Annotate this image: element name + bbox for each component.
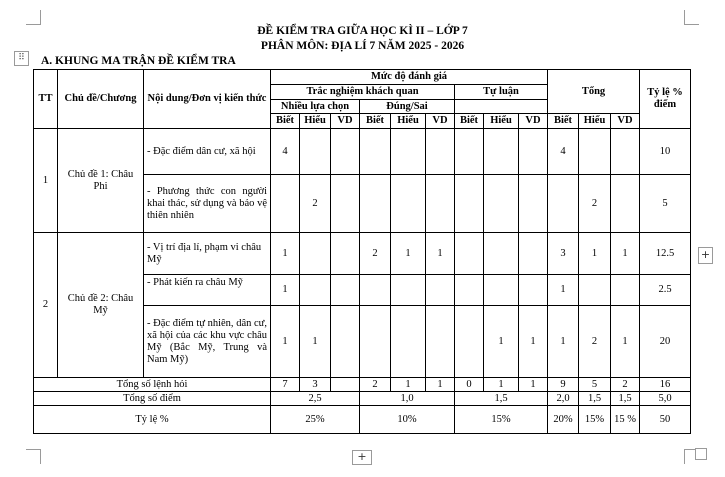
value-cell: 16 [640, 378, 691, 392]
value-cell: 25% [271, 406, 360, 434]
total-points-row [34, 392, 691, 406]
value-cell [455, 233, 484, 275]
value-cell: 50 [640, 406, 691, 434]
value-cell [455, 275, 484, 306]
add-row-button[interactable]: + [352, 450, 372, 465]
section-heading: A. KHUNG MA TRẬN ĐỀ KIỂM TRA [41, 55, 236, 67]
value-cell [548, 175, 579, 233]
value-cell: 20 [640, 306, 691, 378]
value-cell [331, 233, 360, 275]
value-cell [360, 275, 391, 306]
value-cell [484, 175, 519, 233]
value-cell: 1 [271, 233, 300, 275]
value-cell: 2 [300, 175, 331, 233]
value-cell: 2,5 [271, 392, 360, 406]
value-cell: 1 [611, 306, 640, 378]
exam-subtitle: PHÂN MÔN: ĐỊA LÍ 7 NĂM 2025 - 2026 [260, 40, 465, 52]
header-vd: VD [331, 114, 360, 129]
value-cell: 3 [300, 378, 331, 392]
header-hieu: Hiểu [391, 114, 426, 129]
value-cell: 3 [548, 233, 579, 275]
value-cell: 2 [360, 378, 391, 392]
value-cell [579, 275, 611, 306]
value-cell [484, 275, 519, 306]
value-cell: 2 [579, 306, 611, 378]
value-cell: 1 [611, 233, 640, 275]
header-level: Mức độ đánh giá [271, 70, 548, 85]
value-cell: 1 [484, 306, 519, 378]
header-tf: Đúng/Sai [360, 100, 455, 114]
value-cell: 1,5 [611, 392, 640, 406]
value-cell [484, 129, 519, 175]
value-cell: 1 [579, 233, 611, 275]
value-cell: 9 [548, 378, 579, 392]
value-cell: 20% [548, 406, 579, 434]
value-cell [391, 275, 426, 306]
percent-row [34, 406, 691, 434]
value-cell [331, 306, 360, 378]
value-cell [391, 175, 426, 233]
table-move-handle-icon[interactable]: ⠿ [14, 51, 29, 66]
value-cell: 1 [426, 233, 455, 275]
value-cell [331, 378, 360, 392]
value-cell: 1,5 [455, 392, 548, 406]
value-cell [519, 275, 548, 306]
total-commands-row [34, 378, 691, 392]
value-cell [271, 175, 300, 233]
content-cell: - Đặc điểm tự nhiên, dân cư, xã hội của các khu vực châu Mỹ (Bắc Mỹ, Trung và Nam Mỹ) [144, 306, 271, 378]
header-essay-sub [455, 100, 548, 114]
value-cell [300, 129, 331, 175]
value-cell: 10% [360, 406, 455, 434]
value-cell [360, 306, 391, 378]
value-cell: 0 [455, 378, 484, 392]
assessment-matrix-table [33, 69, 691, 434]
header-mcq: Nhiều lựa chọn [271, 100, 360, 114]
value-cell [331, 129, 360, 175]
add-column-button[interactable]: + [698, 247, 713, 264]
value-cell: 15% [455, 406, 548, 434]
topic-number: 2 [34, 233, 58, 378]
content-cell: - Phương thức con người khai thác, sử dụng và bảo vệ thiên nhiên [144, 175, 271, 233]
total-points-label: Tổng số điểm [34, 392, 271, 406]
header-objective: Trắc nghiệm khách quan [271, 85, 455, 100]
value-cell [611, 129, 640, 175]
value-cell [331, 275, 360, 306]
value-cell: 1 [391, 378, 426, 392]
value-cell: 15 % [611, 406, 640, 434]
content-cell: - Vị trí địa lí, phạm vi châu Mỹ [144, 233, 271, 275]
value-cell: 1 [548, 275, 579, 306]
value-cell: 15% [579, 406, 611, 434]
header-biet: Biết [271, 114, 300, 129]
value-cell [519, 129, 548, 175]
value-cell: 7 [271, 378, 300, 392]
header-essay: Tự luận [455, 85, 548, 100]
value-cell: 1 [271, 306, 300, 378]
value-cell [611, 275, 640, 306]
total-commands-label: Tổng số lệnh hỏi [34, 378, 271, 392]
value-cell [455, 129, 484, 175]
header-ratio: Tỷ lệ % điểm [640, 70, 691, 129]
header-tt: TT [34, 70, 58, 129]
value-cell: 10 [640, 129, 691, 175]
value-cell [426, 175, 455, 233]
header-biet: Biết [360, 114, 391, 129]
value-cell: 1 [519, 378, 548, 392]
value-cell: 1 [484, 378, 519, 392]
header-hieu: Hiểu [579, 114, 611, 129]
content-cell: - Đặc điểm dân cư, xã hội [144, 129, 271, 175]
value-cell: 2,0 [548, 392, 579, 406]
value-cell: 2 [579, 175, 611, 233]
table-row [34, 233, 691, 275]
content-cell: - Phát kiến ra châu Mỹ [144, 275, 271, 306]
value-cell [300, 275, 331, 306]
value-cell: 1 [519, 306, 548, 378]
value-cell [579, 129, 611, 175]
header-total: Tổng [548, 70, 640, 114]
page-corner-mark [684, 10, 699, 25]
header-vd: VD [426, 114, 455, 129]
header-chapter: Chủ đề/Chương [58, 70, 144, 129]
value-cell: 1,5 [579, 392, 611, 406]
value-cell [426, 306, 455, 378]
value-cell: 1 [300, 306, 331, 378]
value-cell [611, 175, 640, 233]
header-content: Nội dung/Đơn vị kiến thức [144, 70, 271, 129]
value-cell [426, 129, 455, 175]
page-corner-mark [26, 449, 41, 464]
value-cell [455, 175, 484, 233]
topic-number: 1 [34, 129, 58, 233]
value-cell [391, 129, 426, 175]
header-vd: VD [519, 114, 548, 129]
header-hieu: Hiểu [484, 114, 519, 129]
value-cell: 4 [271, 129, 300, 175]
value-cell [426, 275, 455, 306]
value-cell [391, 306, 426, 378]
value-cell [519, 175, 548, 233]
topic-chapter: Chủ đề 1: Châu Phi [58, 129, 144, 233]
value-cell [331, 175, 360, 233]
header-hieu: Hiểu [300, 114, 331, 129]
topic-chapter: Chủ đề 2: Châu Mỹ [58, 233, 144, 378]
value-cell: 1,0 [360, 392, 455, 406]
value-cell [360, 175, 391, 233]
value-cell [360, 129, 391, 175]
header-biet: Biết [548, 114, 579, 129]
value-cell: 2.5 [640, 275, 691, 306]
header-biet: Biết [455, 114, 484, 129]
value-cell: 1 [426, 378, 455, 392]
value-cell: 12.5 [640, 233, 691, 275]
percent-label: Tỷ lệ % [34, 406, 271, 434]
table-row [34, 129, 691, 175]
table-resize-handle[interactable] [695, 448, 707, 460]
value-cell: 5 [640, 175, 691, 233]
value-cell: 1 [548, 306, 579, 378]
value-cell: 4 [548, 129, 579, 175]
value-cell: 5 [579, 378, 611, 392]
value-cell [484, 233, 519, 275]
value-cell: 2 [611, 378, 640, 392]
value-cell: 1 [391, 233, 426, 275]
value-cell: 1 [271, 275, 300, 306]
exam-title: ĐỀ KIỂM TRA GIỮA HỌC KÌ II – LỚP 7 [257, 25, 468, 37]
value-cell [300, 233, 331, 275]
value-cell: 2 [360, 233, 391, 275]
page-corner-mark [26, 10, 41, 25]
header-vd: VD [611, 114, 640, 129]
value-cell [519, 233, 548, 275]
value-cell: 5,0 [640, 392, 691, 406]
value-cell [455, 306, 484, 378]
